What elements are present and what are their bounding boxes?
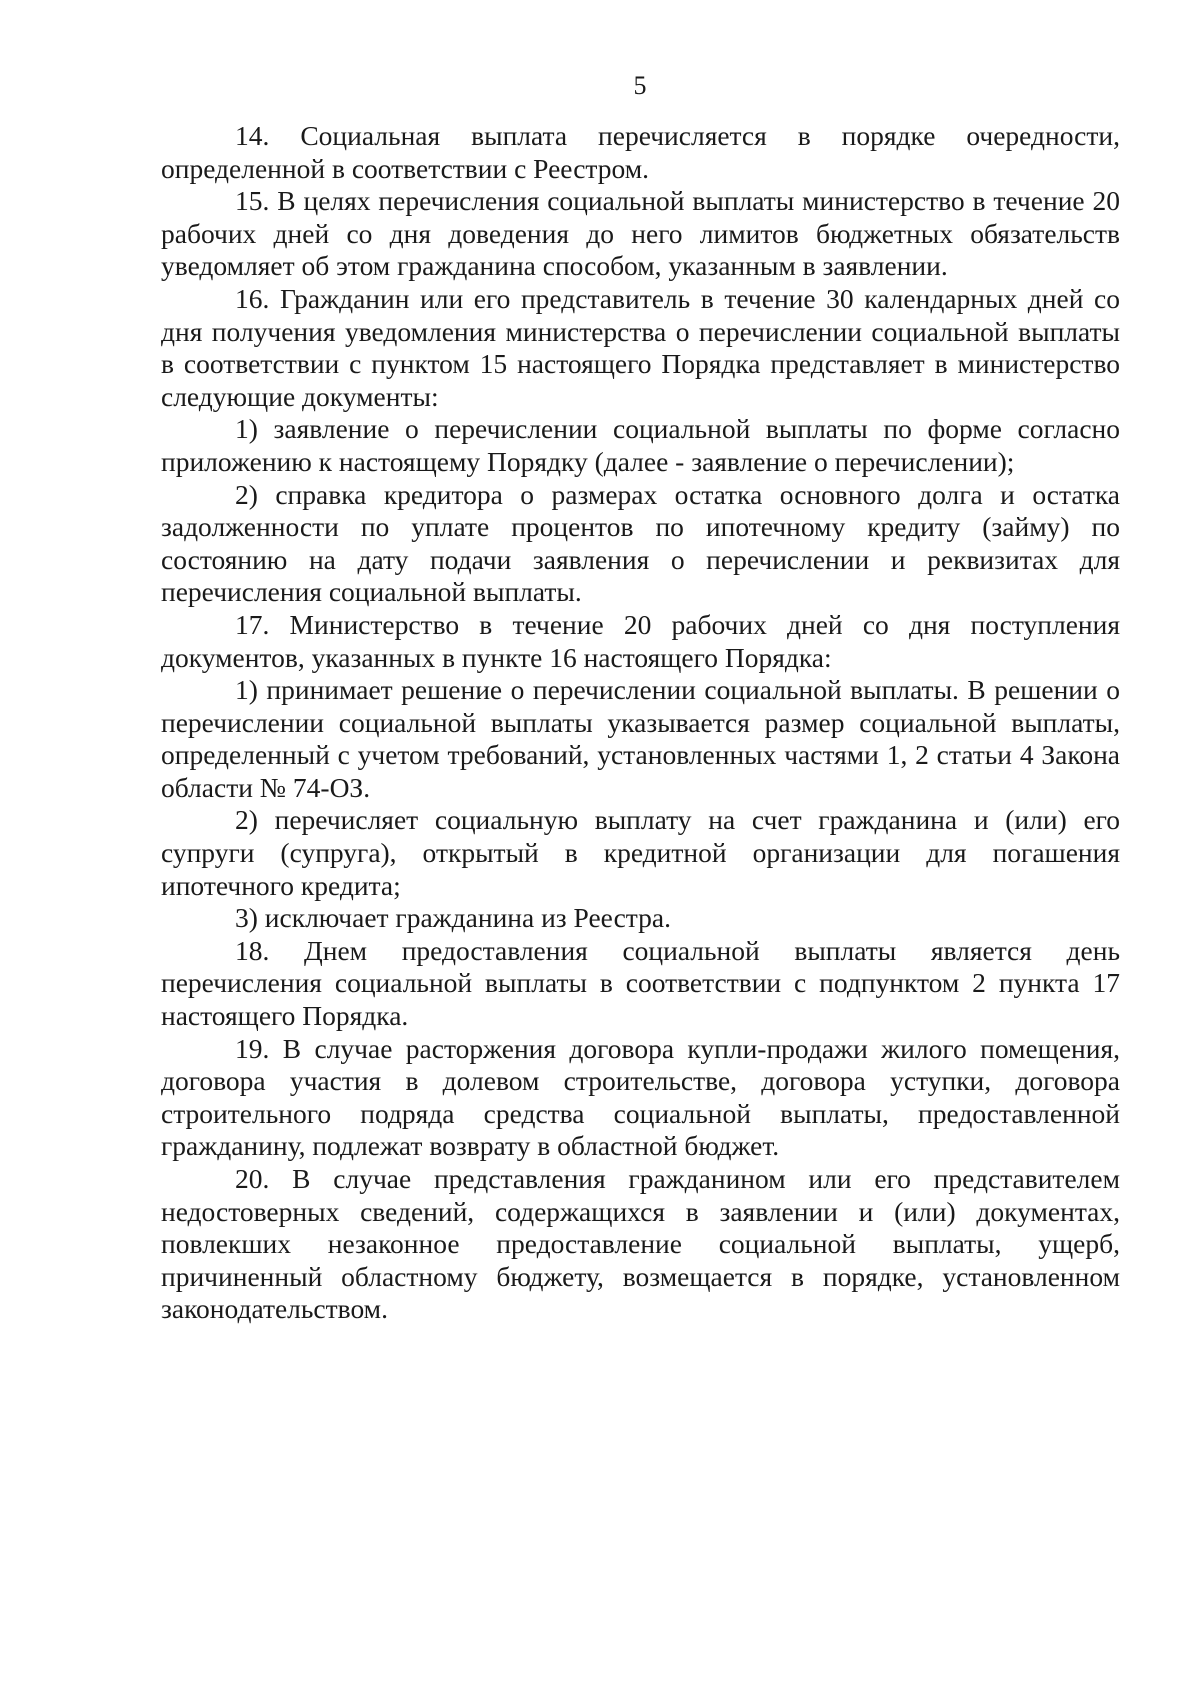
paragraph-14: 14. Социальная выплата перечисляется в порядке очередности, определенной в соответствии с Реестром. [161,120,1120,184]
paragraph-20: 20. В случае представления гражданином или его представителем недостоверных сведений, содержащихся в заявлении и (или) документах, повлекших незаконное предоставление социальной выплаты, ущерб, причиненный областному бюджету, возмещается в порядке, установленном законодательством. [161,1163,1120,1325]
paragraph-15: 15. В целях перечисления социальной выплаты министерство в течение 20 рабочих дней со дня доведения до него лимитов бюджетных обязательств уведомляет об этом гражданина способом, указанным в заявлении. [161,185,1120,282]
paragraph-16-item-2: 2) справка кредитора о размерах остатка основного долга и остатка задолженности по уплате процентов по ипотечному кредиту (займу) по состоянию на дату подачи заявления о перечислении и реквизитах для перечисления социальной выплаты. [161,478,1120,608]
paragraph-17-item-2: 2) перечисляет социальную выплату на счет гражданина и (или) его супруги (супруга), открытый в кредитной организации для погашения ипотечного кредита; [161,804,1120,901]
paragraph-16: 16. Гражданин или его представитель в течение 30 календарных дней со дня получения уведомления министерства о перечислении социальной выплаты в соответствии с пунктом 15 настоящего Порядка представляет в министерство следующие документы: [161,282,1120,412]
paragraph-19: 19. В случае расторжения договора купли-продажи жилого помещения, договора участия в долевом строительстве, договора уступки, договора строительного подряда средства социальной выплаты, предоставленной гражданину, подлежат возврату в областной бюджет. [161,1032,1120,1162]
page-number: 5 [633,71,647,100]
paragraph-17: 17. Министерство в течение 20 рабочих дней со дня поступления документов, указанных в пункте 16 настоящего Порядка: [161,608,1120,673]
paragraph-16-item-1: 1) заявление о перечислении социальной выплаты по форме согласно приложению к настоящему Порядку (далее - заявление о перечислении); [161,413,1120,477]
paragraph-17-item-3: 3) исключает гражданина из Реестра. [235,902,671,934]
paragraph-18: 18. Днем предоставления социальной выплаты является день перечисления социальной выплаты в соответствии с подпунктом 2 пункта 17 настоящего Порядка. [161,934,1120,1032]
document-body [161,120,1120,1326]
paragraph-17-item-1: 1) принимает решение о перечислении социальной выплаты. В решении о перечислении социальной выплаты указывается размер социальной выплаты, определенный с учетом требований, установленных частями 1, 2 статьи 4 Закона области № 74-ОЗ. [161,674,1120,803]
